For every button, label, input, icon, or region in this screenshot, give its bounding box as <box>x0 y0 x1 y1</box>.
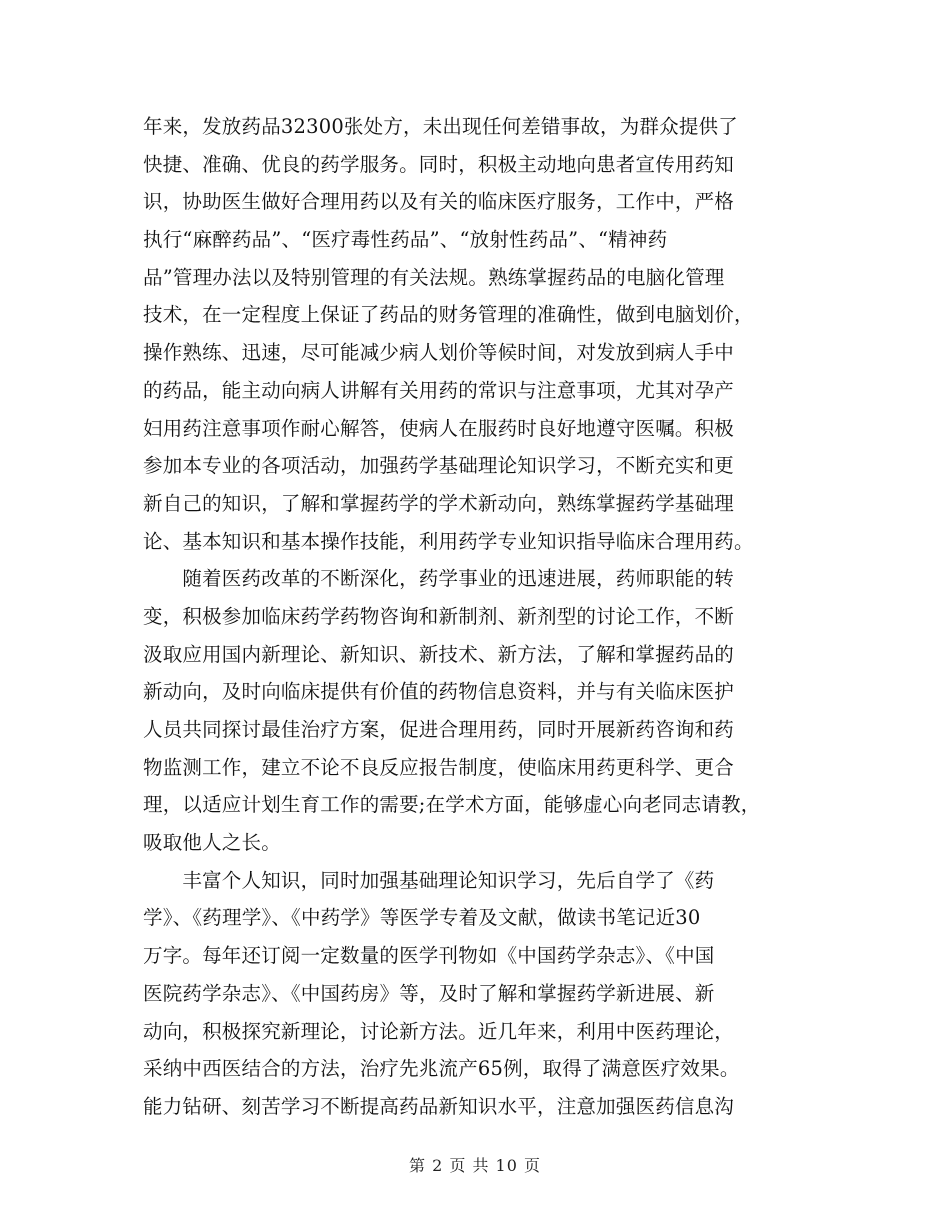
text-line: 技术，在一定程度上保证了药品的财务管理的准确性，做到电脑划价， <box>143 303 754 327</box>
text-line: 汲取应用国内新理论、新知识、新技术、新方法，了解和掌握药品的 <box>143 642 735 666</box>
text-line: 人员共同探讨最佳治疗方案，促进合理用药，同时开展新药咨询和药 <box>143 718 735 741</box>
text-line: 品”管理办法以及特别管理的有关法规。熟练掌握药品的电脑化管理 <box>143 265 725 289</box>
text-line: 理，以适应计划生育工作的需要;在学术方面，能够虚心向老同志请教， <box>143 793 761 817</box>
text-line: 快捷、准确、优良的药学服务。同时，积极主动地向患者宣传用药知 <box>143 152 735 176</box>
text-line: 变，积极参加临床药学药物咨询和新制剂、新剂型的讨论工作，不断 <box>143 604 735 628</box>
text-line: 新自己的知识，了解和掌握药学的学术新动向，熟练掌握药学基础理 <box>143 491 735 515</box>
text-line: 执行“麻醉药品”、“医疗毒性药品”、“放射性药品”、“精神药 <box>143 228 668 252</box>
page-number-footer: 第 2 页 共 10 页 <box>409 1156 541 1175</box>
text-line: 学》、《药理学》、《中药学》等医学专着及文献，做读书笔记近30 <box>143 906 701 930</box>
text-line: 新动向，及时向临床提供有价值的药物信息资料，并与有关临床医护 <box>143 680 735 704</box>
text-line: 动向，积极探究新理论，讨论新方法。近几年来，利用中医药理论， <box>143 1019 735 1043</box>
text-line: 能力钻研、刻苦学习不断提高药品新知识水平，注意加强医药信息沟 <box>143 1094 735 1118</box>
text-line: 操作熟练、迅速，尽可能减少病人划价等候时间，对发放到病人手中 <box>143 341 735 365</box>
text-line: 年来，发放药品32300张处方，未出现任何差错事故，为群众提供了 <box>143 115 738 138</box>
text-line: 随着医药改革的不断深化，药学事业的迅速进展，药师职能的转 <box>143 567 735 591</box>
text-line: 论、基本知识和基本操作技能，利用药学专业知识指导临床合理用药。 <box>143 529 754 553</box>
text-line: 物监测工作，建立不论不良反应报告制度，使临床用药更科学、更合 <box>143 755 735 779</box>
text-line: 妇用药注意事项作耐心解答，使病人在服药时良好地遵守医嘱。积极 <box>143 416 735 440</box>
text-line: 丰富个人知识，同时加强基础理论知识学习，先后自学了《药 <box>143 868 715 892</box>
text-line: 医院药学杂志》、《中国药房》等，及时了解和掌握药学新进展、新 <box>143 981 715 1005</box>
text-line: 参加本专业的各项活动，加强药学基础理论知识学习，不断充实和更 <box>143 454 735 478</box>
text-line: 万字。每年还订阅一定数量的医学刊物如《中国药学杂志》、《中国 <box>143 944 715 968</box>
text-line: 采纳中西医结合的方法，治疗先兆流产65例，取得了满意医疗效果。 <box>143 1057 740 1081</box>
text-line: 的药品，能主动向病人讲解有关用药的常识与注意事项，尤其对孕产 <box>143 378 735 402</box>
body-text <box>143 108 823 1126</box>
text-line: 识，协助医生做好合理用药以及有关的临床医疗服务，工作中，严格 <box>143 190 735 214</box>
text-line: 吸取他人之长。 <box>143 831 281 855</box>
